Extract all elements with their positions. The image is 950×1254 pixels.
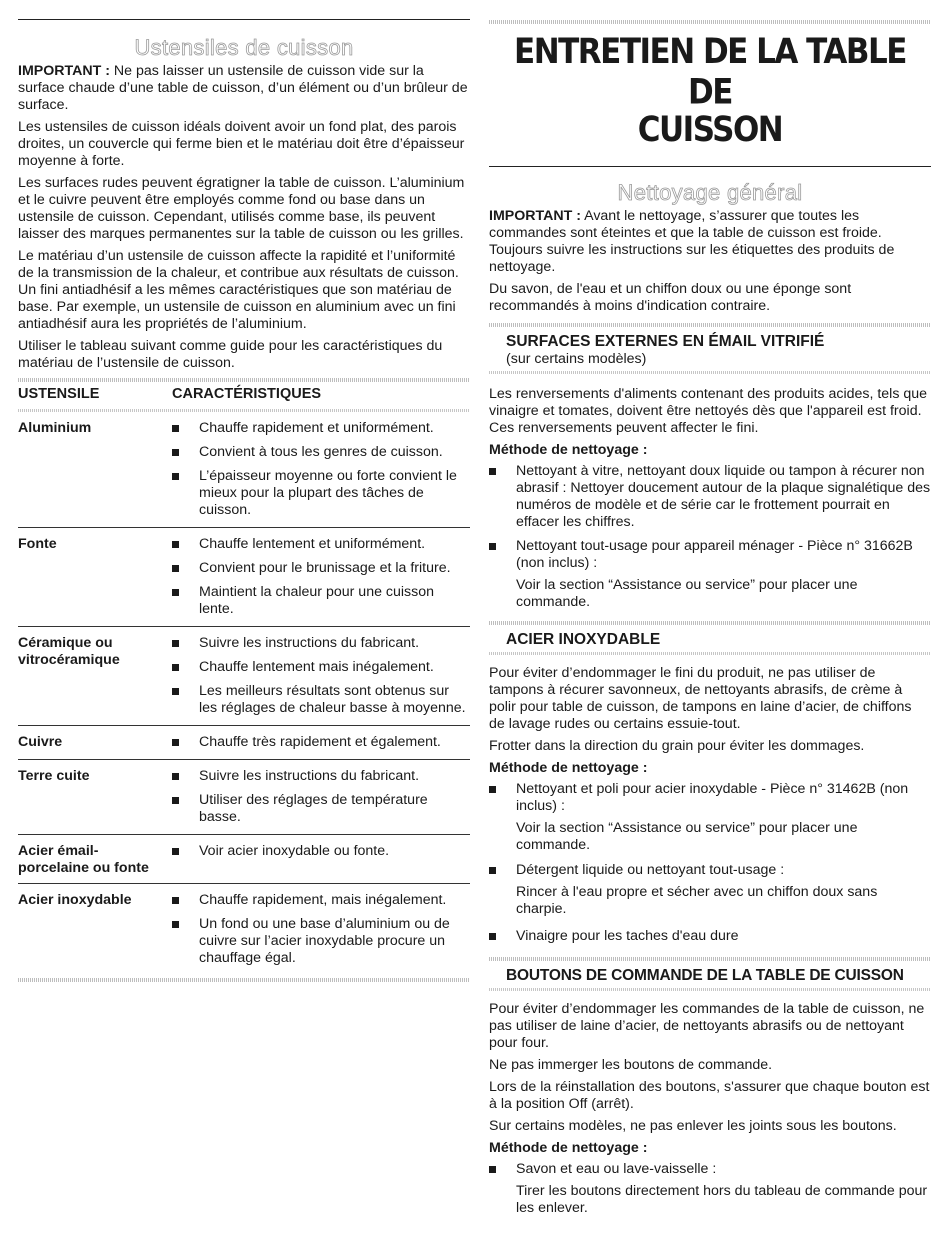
- list-item: [489, 928, 931, 945]
- important-text: Ne pas laisser un ustensile de cuisson vide sur la surface chaude d’une table de cuisson, d’un élément ou d’un brûleur de surface.: [18, 63, 468, 113]
- material-characteristics: [172, 412, 470, 528]
- paragraph: Les ustensiles de cuisson idéals doivent avoir un fond plat, des parois droites, un couvercle qui ferme bien et le matériau doit être d’épaisseur moyenne à forte.: [18, 119, 465, 169]
- paragraph: Utiliser le tableau suivant comme guide pour les caractéristiques du matériau de l’ustensile de cuisson.: [18, 338, 443, 371]
- characteristic-text: Chauffe lentement mais inégalement.: [199, 659, 434, 675]
- list-item-subtext: Rincer à l'eau propre et sécher avec un chiffon doux sans charpie.: [516, 884, 878, 917]
- material-characteristics: [172, 835, 470, 884]
- method-label: Méthode de nettoyage :: [489, 760, 648, 776]
- characteristic-text: Chauffe lentement et uniformément.: [199, 536, 426, 552]
- list-item: [489, 538, 931, 572]
- material-name: Céramique ou vitrocéramique: [18, 627, 172, 726]
- subsection-header: [489, 961, 931, 988]
- paragraph: Frotter dans la direction du grain pour éviter les dommages.: [489, 738, 865, 754]
- material-characteristics: [172, 726, 470, 760]
- cookware-table: [18, 382, 470, 975]
- characteristic-item: [172, 768, 470, 785]
- right-column: [489, 0, 931, 1223]
- material-characteristics: [172, 884, 470, 976]
- main-title: [489, 31, 931, 151]
- important-paragraph: [489, 208, 931, 276]
- characteristic-text: Chauffe rapidement, mais inégalement.: [199, 892, 447, 908]
- list-item-text: Vinaigre pour les taches d'eau dure: [516, 928, 739, 944]
- material-name: Acier inoxydable: [18, 892, 132, 908]
- characteristic-text: Un fond ou une base d’aluminium ou de cuivre sur l’acier inoxydable procure un chauffage égal.: [199, 916, 450, 966]
- characteristic-text: Utiliser des réglages de température basse.: [199, 792, 428, 825]
- top-rule: [18, 19, 470, 20]
- subsection-header: [489, 327, 931, 371]
- characteristic-text: Maintient la chaleur pour une cuisson lente.: [199, 584, 435, 617]
- method-label: Méthode de nettoyage :: [489, 1140, 648, 1156]
- subsection-header: [489, 625, 931, 652]
- material-characteristics: [172, 528, 470, 627]
- bullet-square-icon: [172, 773, 179, 780]
- material-characteristics: [172, 760, 470, 835]
- material-name: Acier émail-porcelaine ou fonte: [18, 835, 172, 884]
- main-title-line: CUISSON: [637, 109, 783, 151]
- bullet-square-icon: [172, 921, 179, 928]
- characteristic-text: Convient pour le brunissage et la friture.: [199, 560, 451, 576]
- subsection-title: SURFACES EXTERNES EN ÉMAIL VITRIFIÉ: [506, 333, 825, 350]
- important-text: Avant le nettoyage, s’assurer que toutes les commandes sont éteintes et que la table de cuisson est froide. Toujours suivre les instructions sur les étiquettes des produits de nettoyage.: [489, 208, 895, 275]
- table-row: [18, 835, 470, 884]
- bullet-square-icon: [172, 589, 179, 596]
- characteristic-text: L’épaisseur moyenne ou forte convient le mieux pour la plupart des tâches de cuisson.: [199, 468, 457, 518]
- material-name: Fonte: [18, 528, 172, 627]
- top-divider: [489, 20, 931, 24]
- important-paragraph: [18, 63, 470, 114]
- paragraph: Sur certains modèles, ne pas enlever les joints sous les boutons.: [489, 1118, 897, 1134]
- list-item-text: Nettoyant à vitre, nettoyant doux liquide ou tampon à récurer non abrasif : Nettoyer doucement autour de la plaque signalétique des numéros de modèle et de série car le frottement pourrait en effacer les chiffres.: [516, 463, 931, 530]
- header-caracteristiques: CARACTÉRISTIQUES: [172, 386, 322, 402]
- bullet-square-icon: [172, 565, 179, 572]
- subsection-note: (sur certains modèles): [506, 351, 647, 367]
- subsection-title: ACIER INOXYDABLE: [506, 631, 661, 648]
- bullet-square-icon: [172, 688, 179, 695]
- list-item: [489, 463, 931, 531]
- list-item-subtext: Voir la section “Assistance ou service” pour placer une commande.: [516, 820, 858, 853]
- characteristic-item: [172, 792, 470, 826]
- characteristic-text: Suivre les instructions du fabricant.: [199, 635, 420, 651]
- characteristic-item: [172, 584, 470, 618]
- list-item-text: Nettoyant et poli pour acier inoxydable - Pièce n° 31462B (non inclus) :: [516, 781, 909, 814]
- table-bottom-divider: [18, 978, 470, 982]
- characteristic-item: [172, 444, 470, 461]
- list-item: [489, 862, 931, 879]
- material-name: Cuivre: [18, 726, 172, 760]
- subsection-title: BOUTONS DE COMMANDE DE LA TABLE DE CUISSON: [506, 967, 904, 984]
- table-row: [18, 884, 470, 976]
- list-item: [489, 781, 931, 815]
- subsection-divider: [489, 371, 931, 374]
- characteristic-item: [172, 659, 470, 676]
- section-title-cleaning: Nettoyage général: [617, 180, 803, 205]
- material-name: Terre cuite: [18, 760, 172, 835]
- characteristic-item: [172, 560, 470, 577]
- paragraph: Les renversements d'aliments contenant des produits acides, tels que vinaigre et tomates, doivent être nettoyés dès que l'appareil est froid. Ces renversements peuvent affecter le fini.: [489, 386, 928, 436]
- table-header-row: [18, 382, 470, 409]
- bullet-square-icon: [172, 425, 179, 432]
- title-rule: [489, 166, 931, 167]
- table-row: [18, 627, 470, 726]
- paragraph: Le matériau d’un ustensile de cuisson affecte la rapidité et l’uniformité de la transmission de la chaleur, et contribue aux résultats de cuisson. Un fini antiadhésif a les mêmes caractéristiques que son matériau de base. Par exemple, un ustensile de cuisson en aluminium avec un fini antiadhésif aura les propriétés de l’aluminium.: [18, 248, 459, 332]
- characteristic-text: Les meilleurs résultats sont obtenus sur les réglages de chaleur basse à moyenne.: [199, 683, 466, 716]
- characteristic-item: [172, 420, 470, 437]
- bullet-square-icon: [172, 897, 179, 904]
- paragraph: Les surfaces rudes peuvent égratigner la table de cuisson. L’aluminium et le cuivre peuvent être employés comme fond ou base dans un ustensile de cuisson. Cependant, utilisés comme base, ils peuvent laisser des marques permanentes sur la table de cuisson ou les grilles.: [18, 175, 465, 242]
- paragraph: Du savon, de l'eau et un chiffon doux ou une éponge sont recommandés à moins d'indication contraire.: [489, 281, 852, 314]
- characteristic-item: [172, 892, 470, 909]
- characteristic-text: Chauffe rapidement et uniformément.: [199, 420, 434, 436]
- characteristic-item: [172, 843, 470, 860]
- list-item-text: Détergent liquide ou nettoyant tout-usage :: [516, 862, 785, 878]
- bullet-square-icon: [489, 543, 496, 550]
- important-label: IMPORTANT :: [18, 63, 110, 79]
- header-ustensile: USTENSILE: [18, 386, 100, 402]
- list-item-text: Savon et eau ou lave-vaisselle :: [516, 1161, 717, 1177]
- bullet-square-icon: [489, 867, 496, 874]
- characteristic-item: [172, 683, 470, 717]
- bullet-square-icon: [172, 449, 179, 456]
- characteristic-text: Voir acier inoxydable ou fonte.: [199, 843, 390, 859]
- list-item: [489, 1161, 931, 1178]
- important-label: IMPORTANT :: [489, 208, 581, 224]
- list-item-text: Nettoyant tout-usage pour appareil ménager - Pièce n° 31662B (non inclus) :: [516, 538, 913, 571]
- bullet-square-icon: [172, 541, 179, 548]
- table-row: [18, 412, 470, 528]
- characteristic-item: [172, 734, 470, 751]
- characteristic-text: Suivre les instructions du fabricant.: [199, 768, 420, 784]
- subsection-divider: [489, 988, 931, 991]
- material-characteristics: [172, 627, 470, 726]
- left-column: [18, 0, 470, 982]
- paragraph: Lors de la réinstallation des boutons, s'assurer que chaque bouton est à la position Off (arrêt).: [489, 1079, 930, 1112]
- list-item-subtext: Tirer les boutons directement hors du tableau de commande pour les enlever.: [516, 1183, 928, 1216]
- bullet-square-icon: [489, 933, 496, 940]
- paragraph: Pour éviter d’endommager le fini du produit, ne pas utiliser de tampons à récurer savonneux, de nettoyants abrasifs, de crème à polir pour table de cuisson, de tampons en laine d’acier, de chiffons de lavage rudes ou certains essuie-tout.: [489, 665, 912, 732]
- bullet-square-icon: [172, 848, 179, 855]
- bullet-square-icon: [172, 664, 179, 671]
- characteristic-item: [172, 635, 470, 652]
- paragraph: Pour éviter d’endommager les commandes de la table de cuisson, ne pas utiliser de laine d’acier, de nettoyants abrasifs ou de nettoyant pour four.: [489, 1001, 925, 1051]
- subsection-divider: [489, 652, 931, 655]
- paragraph: Ne pas immerger les boutons de commande.: [489, 1057, 773, 1073]
- table-row: [18, 726, 470, 760]
- characteristic-item: [172, 916, 470, 967]
- bullet-square-icon: [172, 640, 179, 647]
- method-label: Méthode de nettoyage :: [489, 442, 648, 458]
- bullet-square-icon: [489, 786, 496, 793]
- characteristic-item: [172, 468, 470, 519]
- list-item-subtext: Voir la section “Assistance ou service” pour placer une commande.: [516, 577, 858, 610]
- characteristic-item: [172, 536, 470, 553]
- bullet-square-icon: [489, 468, 496, 475]
- table-row: [18, 760, 470, 835]
- main-title-line: ENTRETIEN DE LA TABLE DE: [514, 31, 906, 113]
- bullet-square-icon: [172, 473, 179, 480]
- characteristic-text: Convient à tous les genres de cuisson.: [199, 444, 443, 460]
- bullet-square-icon: [489, 1166, 496, 1173]
- characteristic-text: Chauffe très rapidement et également.: [199, 734, 441, 750]
- material-name: Aluminium: [18, 412, 172, 528]
- bullet-square-icon: [172, 739, 179, 746]
- bullet-square-icon: [172, 797, 179, 804]
- table-row: [18, 528, 470, 627]
- section-title-cookware: Ustensiles de cuisson: [134, 35, 354, 60]
